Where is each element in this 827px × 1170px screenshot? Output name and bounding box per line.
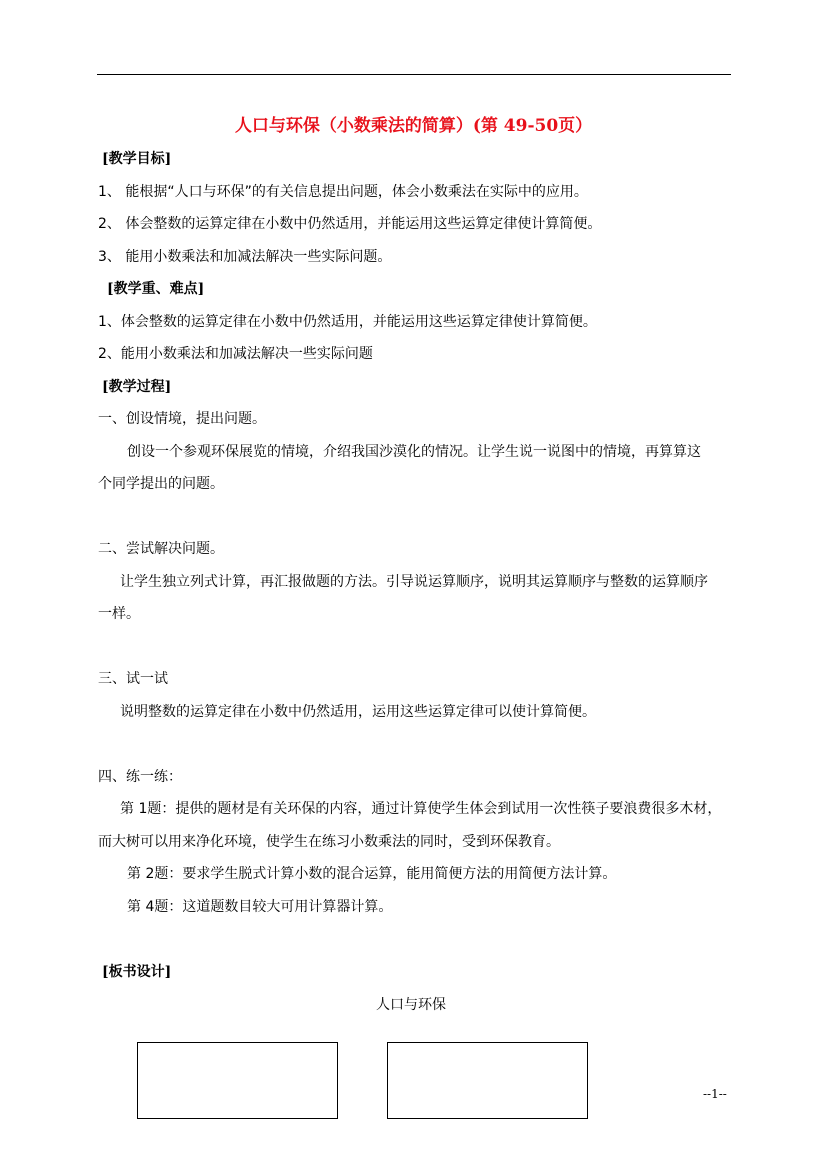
keypoint-item-1: 1、体会整数的运算定律在小数中仍然适用，并能运用这些运算定律使计算简便。	[98, 314, 597, 330]
keypoint-item-2: 2、能用小数乘法和加减法解决一些实际问题	[98, 346, 373, 362]
section-2-title: 二、尝试解决问题。	[98, 541, 224, 557]
section-1-paragraph-line-2: 个同学提出的问题。	[98, 476, 224, 492]
exercise-1-line-2: 而大树可以用来净化环境，使学生在练习小数乘法的同时，受到环保教育。	[98, 834, 560, 850]
section-3-title: 三、试一试	[98, 671, 168, 687]
page-number: --1--	[703, 1087, 727, 1101]
goals-heading: [教学目标]	[102, 151, 172, 167]
section-1-paragraph-line-1: 创设一个参观环保展览的情境，介绍我国沙漠化的情况。让学生说一说图中的情境，再算算这	[127, 444, 701, 460]
board-title: 人口与环保	[376, 997, 446, 1013]
goal-item-3: 3、 能用小数乘法和加减法解决一些实际问题。	[98, 249, 392, 265]
section-2-paragraph-line-1: 让学生独立列式计算，再汇报做题的方法。引导说运算顺序，说明其运算顺序与整数的运算顺序	[120, 574, 708, 590]
header-rule	[97, 74, 731, 75]
process-heading: [教学过程]	[102, 379, 172, 395]
goal-item-1: 1、 能根据“人口与环保”的有关信息提出问题，体会小数乘法在实际中的应用。	[98, 184, 588, 200]
board-box-left	[137, 1042, 338, 1119]
page-title: 人口与环保（小数乘法的简算）(第 49-50页）	[234, 116, 593, 136]
goal-item-2: 2、 体会整数的运算定律在小数中仍然适用，并能运用这些运算定律使计算简便。	[98, 216, 602, 232]
board-heading: [板书设计]	[102, 964, 172, 980]
section-2-paragraph-line-2: 一样。	[98, 606, 140, 622]
exercise-4: 第 4题：这道题数目较大可用计算器计算。	[127, 899, 393, 915]
keypoints-heading: [教学重、难点]	[107, 281, 205, 297]
board-box-right	[387, 1042, 588, 1119]
exercise-1-line-1: 第 1题：提供的题材是有关环保的内容，通过计算使学生体会到试用一次性筷子要浪费很多木材，	[120, 801, 722, 817]
section-3-paragraph: 说明整数的运算定律在小数中仍然适用，运用这些运算定律可以使计算简便。	[120, 704, 596, 720]
section-4-title: 四、练一练：	[98, 769, 182, 785]
exercise-2: 第 2题：要求学生脱式计算小数的混合运算，能用简便方法的用简便方法计算。	[127, 866, 617, 882]
section-1-title: 一、创设情境，提出问题。	[98, 411, 266, 427]
